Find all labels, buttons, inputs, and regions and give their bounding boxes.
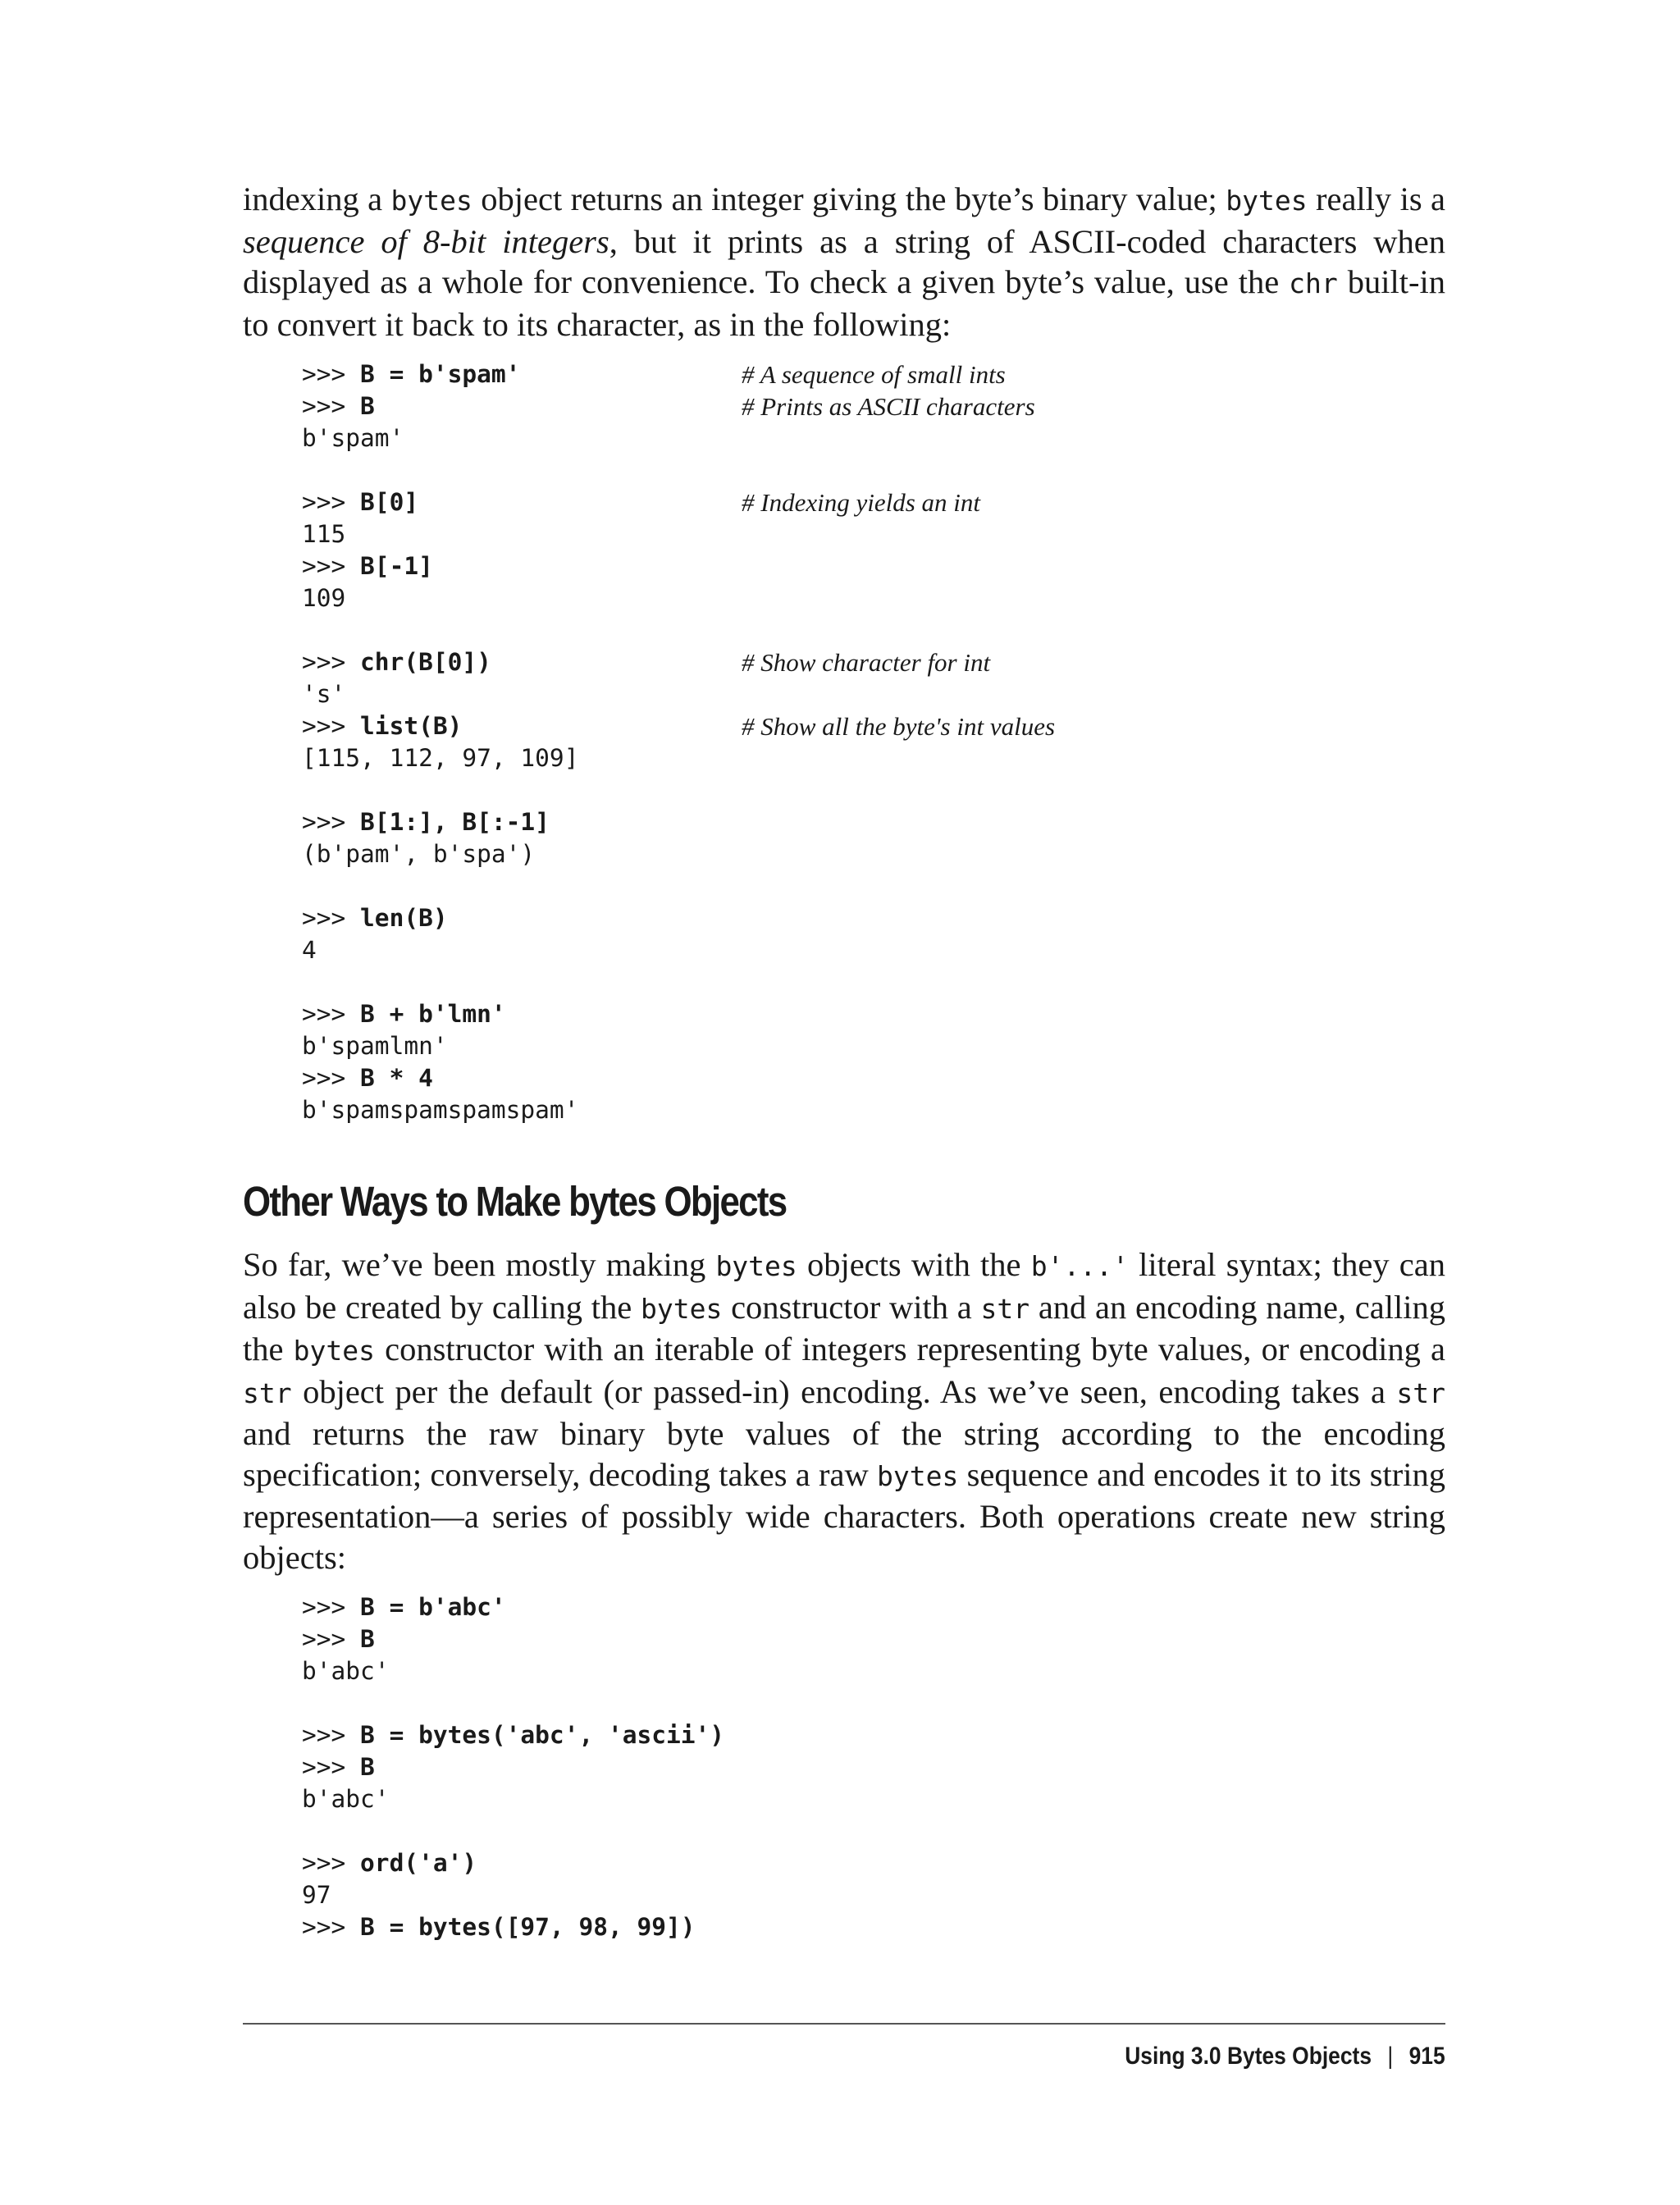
command: list(B) [360, 712, 463, 740]
running-footer [1125, 2040, 1445, 2073]
command: B + b'lmn' [360, 1000, 506, 1028]
prompt: >>> [302, 488, 361, 516]
command: chr(B[0]) [360, 648, 491, 676]
para-text-7: object per the default (or passed-in) encoding. As we’ve seen, encoding takes a [291, 1372, 1397, 1410]
intro-paragraph [243, 179, 1445, 345]
command: B [360, 392, 375, 420]
prompt: >>> [302, 904, 361, 932]
intro-text-3: really is a [1307, 180, 1445, 217]
inline-code-literal: b'...' [1030, 1250, 1129, 1282]
inline-code-bytes: bytes [715, 1250, 797, 1282]
code-line [302, 1911, 724, 1943]
para-text-9: sequence and encodes it to its string representation—a series of possibly wide characters. Both operations create new string objects: [243, 1455, 1445, 1576]
inline-code-bytes: bytes [641, 1292, 723, 1325]
para-text-5: and an encoding name, calling the [243, 1288, 1445, 1367]
code-line [302, 902, 578, 934]
footer-section-title: Using 3.0 Bytes Objects [1125, 2043, 1372, 2070]
command: B[1:], B[:-1] [360, 808, 550, 836]
para-text-6: constructor with an iterable of integers representing byte values, or encoding a [374, 1331, 1446, 1367]
section-heading: Other Ways to Make bytes Objects [243, 1178, 787, 1225]
output-line: b'abc' [302, 1785, 390, 1813]
blank-line [302, 870, 578, 902]
blank-line [302, 614, 578, 646]
code-line [302, 806, 578, 838]
command: B[0] [360, 488, 419, 516]
command: B [360, 1625, 375, 1653]
command: ord('a') [360, 1849, 477, 1877]
output-line: (b'pam', b'spa') [302, 840, 536, 868]
para-text-1: So far, we’ve been mostly making [243, 1246, 716, 1283]
footer-rule [243, 2023, 1445, 2025]
blank-line [302, 966, 578, 998]
code-line [302, 710, 1056, 742]
code-comment: # Show all the byte's int values [742, 712, 1056, 741]
para-text-2: objects with the [797, 1246, 1031, 1283]
output-line: b'spamspamspamspam' [302, 1096, 579, 1124]
prompt: >>> [302, 1593, 361, 1621]
prompt: >>> [302, 360, 361, 388]
output-line: 4 [302, 936, 317, 964]
prompt: >>> [302, 1721, 361, 1749]
code-listing-bytes-indexing [302, 358, 1056, 1126]
command: B[-1] [360, 552, 433, 580]
body-paragraph [243, 1244, 1445, 1577]
prompt: >>> [302, 392, 361, 420]
prompt: >>> [302, 1064, 361, 1092]
prompt: >>> [302, 1913, 361, 1941]
output-line: 115 [302, 520, 346, 548]
blank-line [302, 454, 578, 486]
output-line: b'spamlmn' [302, 1032, 448, 1060]
output-line: b'abc' [302, 1657, 390, 1685]
blank-line [302, 1815, 724, 1847]
command: B = b'abc' [360, 1593, 506, 1621]
code-line [302, 550, 578, 582]
code-line [302, 1062, 578, 1094]
inline-code-bytes: bytes [1226, 185, 1308, 217]
prompt: >>> [302, 648, 361, 676]
code-line [302, 1719, 724, 1751]
inline-code-chr: chr [1289, 267, 1338, 299]
page-number: 915 [1408, 2043, 1445, 2070]
inline-code-bytes: bytes [293, 1335, 375, 1367]
prompt: >>> [302, 1000, 361, 1028]
prompt: >>> [302, 552, 361, 580]
prompt: >>> [302, 1849, 361, 1877]
output-line: 97 [302, 1881, 331, 1909]
code-line [302, 1751, 724, 1783]
inline-code-bytes: bytes [390, 185, 472, 217]
intro-text-2: object returns an integer giving the byte’s binary value; [472, 180, 1226, 217]
para-text-4: constructor with a [722, 1288, 981, 1326]
footer-separator: | [1387, 2043, 1394, 2070]
code-line [302, 998, 578, 1030]
command: B = b'spam' [360, 360, 521, 388]
intro-emphasis: sequence of 8-bit integers [243, 222, 609, 260]
prompt: >>> [302, 808, 361, 836]
inline-code-str: str [1396, 1376, 1445, 1409]
code-comment: # Prints as ASCII characters [742, 392, 1035, 421]
code-line [302, 1591, 724, 1623]
command: B * 4 [360, 1064, 433, 1092]
output-line: [115, 112, 97, 109] [302, 744, 579, 772]
code-comment: # Indexing yields an int [742, 488, 980, 517]
prompt: >>> [302, 1753, 361, 1781]
blank-line [302, 1687, 724, 1719]
prompt: >>> [302, 712, 361, 740]
inline-code-str: str [243, 1376, 292, 1409]
command: len(B) [360, 904, 448, 932]
code-line [302, 646, 991, 678]
command: B = bytes('abc', 'ascii') [360, 1721, 725, 1749]
code-listing-bytes-constructor [302, 1591, 724, 1943]
command: B [360, 1753, 375, 1781]
para-text-3: literal syntax; they can also be created by calling the [243, 1246, 1445, 1326]
intro-text-5: built-in to convert it back to its character, as in the following: [243, 263, 1446, 343]
code-line [302, 358, 1006, 390]
inline-code-str: str [980, 1292, 1030, 1325]
code-line [302, 486, 980, 518]
code-comment: # Show character for int [742, 648, 991, 677]
para-text-8: and returns the raw binary byte values of the string according to the encoding specification; conversely, decoding takes a raw [243, 1415, 1445, 1493]
code-line [302, 390, 1035, 422]
intro-text-4: , but it prints as a string of ASCII-coded characters when displayed as a whole for convenience. To check a given byte’s value, use the [243, 222, 1446, 300]
blank-line [302, 774, 578, 806]
code-line [302, 1847, 724, 1879]
output-line: 's' [302, 680, 346, 708]
output-line: 109 [302, 584, 346, 612]
intro-text-1: indexing a [243, 180, 391, 217]
code-comment: # A sequence of small ints [742, 360, 1006, 389]
inline-code-bytes: bytes [876, 1459, 959, 1492]
code-line [302, 1623, 724, 1655]
output-line: b'spam' [302, 424, 404, 452]
command: B = bytes([97, 98, 99]) [360, 1913, 696, 1941]
prompt: >>> [302, 1625, 361, 1653]
